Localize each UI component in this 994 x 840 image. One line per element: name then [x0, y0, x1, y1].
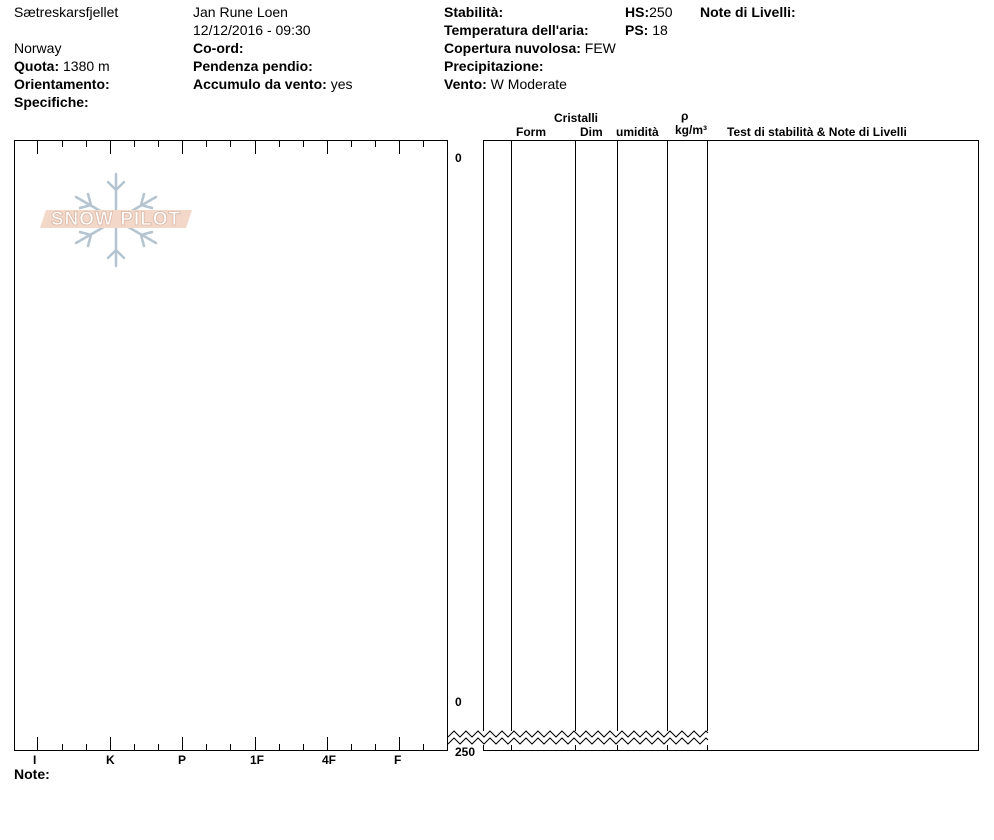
moisture-header: umidità: [616, 125, 659, 139]
snow-pilot-logo: [36, 170, 196, 270]
hardness-tick-label: P: [178, 753, 187, 767]
layer-notes-label: Note di Livelli:: [700, 4, 796, 20]
sky-cover-label: Copertura nuvolosa:: [444, 40, 581, 56]
ps-label: PS:: [625, 22, 649, 38]
wind-loading-field: [193, 75, 352, 93]
precip-label: Precipitazione:: [444, 58, 544, 74]
observer-name: Jan Rune Loen: [193, 4, 288, 20]
air-temp-label: Temperatura dell'aria:: [444, 22, 589, 38]
stability-label: Stabilità:: [444, 4, 504, 20]
sky-cover-field: [444, 39, 616, 57]
wind-loading-value: yes: [330, 76, 353, 92]
hardness-tick-label: 4F: [322, 753, 337, 767]
hs-field: [625, 3, 672, 21]
wind-field: [444, 75, 567, 93]
hs-value: 250: [649, 4, 673, 20]
depth-label-top: 0: [455, 151, 462, 165]
hardness-tick-label: K: [106, 753, 115, 767]
aspect-label: Orientamento:: [14, 76, 110, 92]
wind-value: W Moderate: [490, 76, 567, 92]
specifics-label: Specifiche:: [14, 94, 89, 110]
hardness-tick-label: I: [33, 753, 37, 767]
elevation-label: Quota:: [14, 58, 60, 74]
logo-text: SNOW PILOT: [50, 209, 182, 230]
elevation-value: 1380 m: [63, 58, 110, 74]
sky-cover-value: FEW: [584, 40, 616, 56]
density-unit: kg/m³: [675, 123, 708, 137]
dim-header: Dim: [580, 125, 603, 139]
crystals-header: Cristalli: [554, 111, 599, 125]
note-label: Note:: [14, 766, 50, 782]
country: Norway: [14, 40, 62, 56]
stability-tests-header: Test di stabilità & Note di Livelli: [727, 125, 907, 139]
ps-value: 18: [652, 22, 668, 38]
hs-label: HS:: [625, 4, 650, 20]
coords-label: Co-ord:: [193, 40, 244, 56]
form-header: Form: [516, 125, 546, 139]
location-name: Sætreskarsfjellet: [14, 4, 119, 20]
hardness-tick-label: 1F: [250, 753, 265, 767]
ps-field: [625, 21, 668, 39]
slope-label: Pendenza pendio:: [193, 58, 313, 74]
hardness-tick-label: F: [394, 753, 402, 767]
observation-datetime: 12/12/2016 - 09:30: [193, 22, 311, 38]
density-symbol: ρ: [681, 109, 689, 123]
wind-label: Vento:: [444, 76, 487, 92]
depth-label-bottom: 250: [455, 745, 476, 759]
depth-label-mid: 0: [455, 695, 462, 709]
elevation-field: [14, 57, 110, 75]
wind-loading-label: Accumulo da vento:: [193, 76, 327, 92]
